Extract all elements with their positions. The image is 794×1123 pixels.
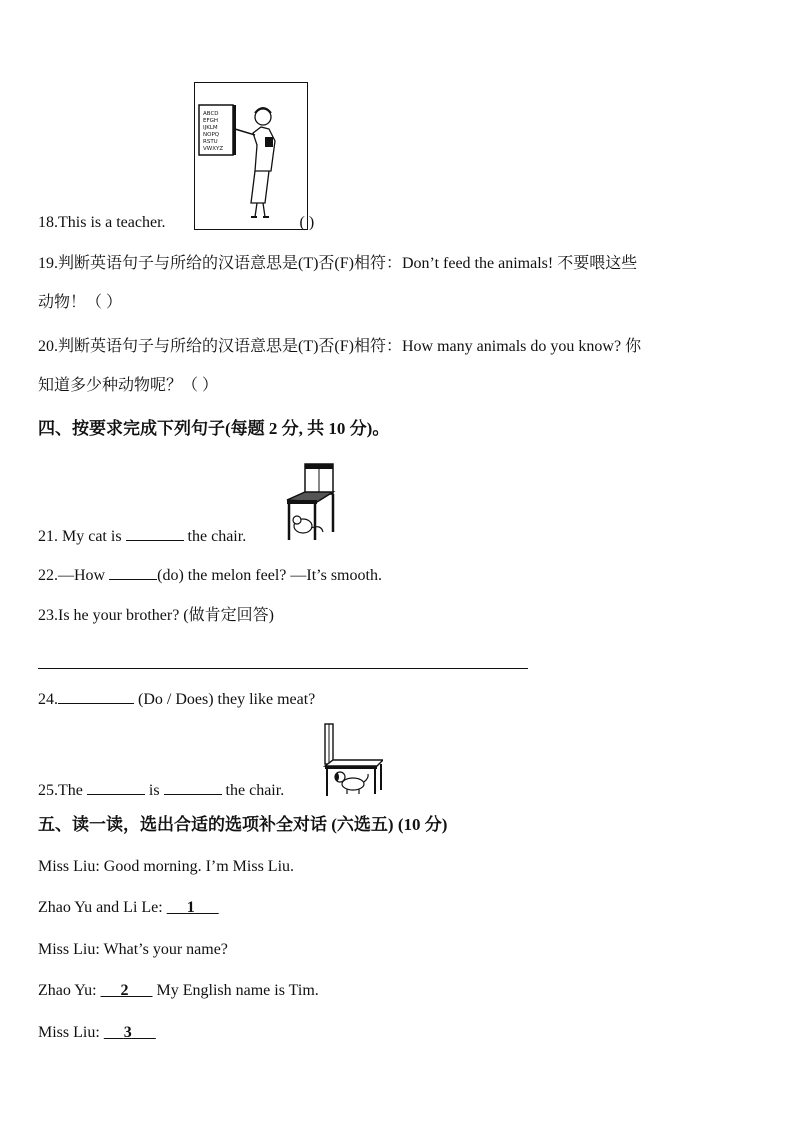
dialogue-blank-2[interactable]	[101, 982, 153, 999]
teacher-icon	[195, 83, 307, 229]
q21-text-after: the chair.	[183, 528, 247, 545]
q24-text-before: 24.	[38, 691, 58, 708]
cat-under-chair-icon	[283, 462, 339, 542]
board-line-2: EFGH	[203, 118, 219, 124]
question-20-line-1: 20.判断英语句子与所给的汉语意思是(T)否(F)相符：How many animals do you know? 你	[38, 338, 642, 355]
dialogue-speaker: Miss Liu:	[38, 1024, 104, 1041]
dialogue-line-5	[38, 1023, 156, 1043]
q25-text-after: the chair.	[221, 782, 285, 799]
q18-text: 18.This is a teacher.	[38, 214, 166, 231]
board-line-4: NOPQ	[203, 132, 220, 138]
q21-blank[interactable]	[126, 540, 184, 541]
q22-text-after: (do) the melon feel? —It’s smooth.	[157, 567, 382, 584]
board-line-5: RSTU	[203, 139, 218, 145]
blank-number: 1	[186, 899, 195, 916]
q25-text-middle: is	[144, 782, 164, 799]
dialogue-blank-3[interactable]	[104, 1024, 156, 1041]
q24-text-after: (Do / Does) they like meat?	[134, 691, 316, 708]
dialogue-line-3: Miss Liu: What’s your name?	[38, 941, 228, 958]
q24-blank[interactable]	[58, 703, 134, 704]
board-line-3: IJKLM	[203, 125, 218, 131]
q21-text-before: 21. My cat is	[38, 528, 126, 545]
q22-blank[interactable]	[109, 579, 157, 580]
q23-answer-line[interactable]	[38, 668, 528, 669]
dialogue-line-1: Miss Liu: Good morning. I’m Miss Liu.	[38, 858, 295, 875]
question-19-line-1: 19.判断英语句子与所给的汉语意思是(T)否(F)相符：Don’t feed the animals! 不要喂这些	[38, 255, 638, 272]
q25-blank-2[interactable]	[164, 794, 222, 795]
question-25	[38, 781, 284, 801]
dog-chair-illustration	[321, 722, 383, 803]
question-18	[38, 213, 314, 233]
dog-under-chair-icon	[321, 722, 383, 798]
question-24	[38, 690, 315, 710]
dialogue-line-2	[38, 898, 219, 918]
dialogue-speaker: Zhao Yu:	[38, 982, 101, 999]
board-line-6: VWXYZ	[203, 146, 224, 152]
dialogue-line-4	[38, 981, 319, 1001]
question-19-line-2: 动物！（ ）	[38, 294, 123, 311]
teacher-illustration	[194, 82, 308, 230]
dialogue-speaker: Zhao Yu and Li Le:	[38, 899, 167, 916]
question-23: 23.Is he your brother? (做肯定回答)	[38, 607, 274, 624]
q18-answer-paren[interactable]: ( )	[299, 214, 315, 231]
q25-blank-1[interactable]	[87, 794, 145, 795]
dialogue-text: My English name is Tim.	[152, 982, 319, 999]
board-line-1: ABCD	[203, 111, 219, 117]
question-21	[38, 527, 246, 547]
blank-number: 3	[123, 1024, 132, 1041]
cat-chair-illustration	[283, 462, 339, 547]
dialogue-blank-1[interactable]	[167, 899, 219, 916]
blank-number: 2	[120, 982, 129, 999]
q25-text-before: 25.The	[38, 782, 87, 799]
question-22	[38, 566, 382, 586]
section-4-title: 四、按要求完成下列句子(每题 2 分, 共 10 分)。	[38, 419, 390, 438]
question-20-line-2: 知道多少种动物呢？（ ）	[38, 377, 219, 394]
section-5-title: 五、读一读，选出合适的选项补全对话 (六选五) (10 分)	[38, 815, 448, 834]
q22-text-before: 22.—How	[38, 567, 110, 584]
